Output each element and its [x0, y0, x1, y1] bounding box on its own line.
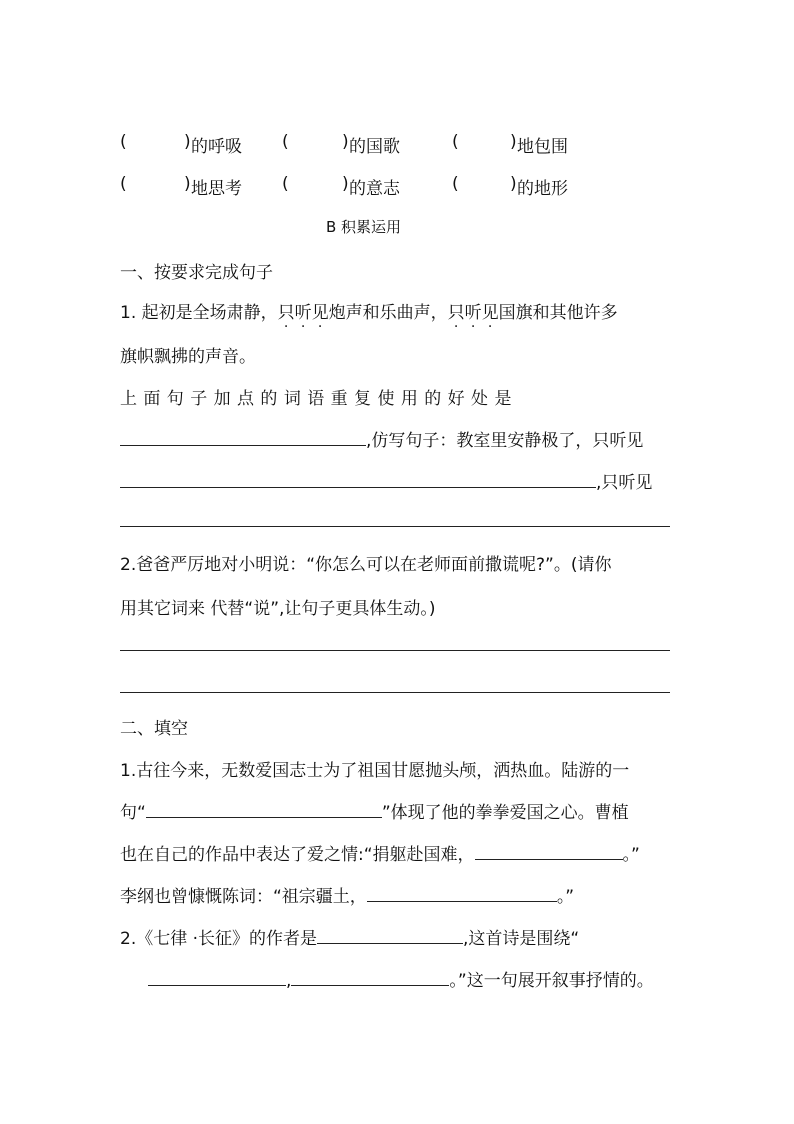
q1-line-6 — [120, 508, 670, 532]
q1-line-3: 上 面 句 子 加 点 的 词 语 重 复 使 用 的 好 处 是 — [120, 389, 512, 409]
part1-heading: 一、按要求完成句子 — [120, 263, 273, 283]
q1-text-a: 1. 起初是全场肃静， — [120, 303, 278, 323]
q1-line-1 — [120, 298, 618, 323]
p2-q1-line-3 — [120, 840, 640, 865]
answer-blank[interactable] — [367, 883, 557, 902]
paren-text: 的地形 — [517, 179, 568, 199]
paren-open: ( — [282, 132, 289, 152]
part2-heading: 二、填空 — [120, 719, 188, 739]
q1-line5-text: ,只听见 — [596, 473, 653, 493]
q1-line4-text: ,仿写句子：教室里安静极了，只听见 — [366, 431, 644, 451]
paren-close: ) — [184, 132, 191, 152]
p2-q1-line4-prefix: 李纲也曾慷慨陈词：“祖宗疆土， — [120, 887, 367, 907]
answer-blank[interactable] — [120, 632, 670, 651]
paren-text: 地包围 — [517, 137, 568, 157]
p2-q2-line-2 — [148, 966, 654, 991]
paren-text: 的意志 — [349, 179, 400, 199]
p2-q2-line1-prefix: 2.《七律 ·长征》的作者是 — [120, 929, 318, 949]
paren-text: 的国歌 — [349, 137, 400, 157]
q1-text-c: 国旗和其他许多 — [498, 303, 618, 323]
paren-text: 的呼吸 — [191, 137, 242, 157]
p2-q1-line2-prefix: 句“ — [120, 803, 146, 823]
p2-q1-line-4 — [120, 882, 574, 907]
answer-blank[interactable] — [475, 841, 623, 860]
answer-blank[interactable] — [291, 967, 449, 986]
answer-blank[interactable] — [120, 508, 670, 527]
paren-open: ( — [452, 132, 459, 152]
p2-q1-line-2 — [120, 798, 629, 823]
q2-answer-line-2 — [120, 674, 670, 698]
q1-line-4 — [120, 426, 643, 451]
answer-blank[interactable] — [120, 427, 366, 446]
paren-close: ) — [184, 174, 191, 194]
paren-open: ( — [120, 174, 127, 194]
q2-line-1: 2.爸爸严厉地对小明说：“你怎么可以在老师面前撒谎呢?”。(请你 — [120, 555, 612, 575]
q1-line-2: 旗帜飘拂的声音。 — [120, 347, 256, 367]
p2-q1-line-1: 1.古往今来，无数爱国志士为了祖国甘愿抛头颅，洒热血。陆游的一 — [120, 761, 630, 781]
paren-close: ) — [342, 174, 349, 194]
p2-q1-line3-prefix: 也在自己的作品中表达了爱之情:“捐躯赴国难， — [120, 845, 475, 865]
answer-blank[interactable] — [317, 925, 463, 944]
dotted-word: 只听见 — [447, 303, 499, 323]
p2-q1-line4-suffix: 。” — [556, 887, 575, 907]
p2-q1-line3-suffix: 。” — [622, 845, 640, 865]
paren-open: ( — [120, 132, 127, 152]
paren-close: ) — [342, 132, 349, 152]
p2-q1-line2-suffix: ”体现了他的拳拳爱国之心。曹植 — [381, 803, 629, 823]
p2-q2-line1-suffix: ,这首诗是围绕“ — [463, 929, 580, 949]
p2-q2-line-1 — [120, 924, 579, 949]
section-title: B 积累运用 — [326, 218, 402, 236]
q2-line-2: 用其它词来 代替“说”,让句子更具体生动。) — [120, 599, 436, 619]
q2-answer-line-1 — [120, 632, 670, 656]
paren-close: ) — [510, 174, 517, 194]
paren-open: ( — [452, 174, 459, 194]
answer-blank[interactable] — [120, 469, 596, 488]
q1-line-5 — [120, 468, 652, 493]
p2-q2-line2-suffix: 。”这一句展开叙事抒情的。 — [449, 971, 654, 991]
answer-blank[interactable] — [146, 799, 382, 818]
paren-open: ( — [282, 174, 289, 194]
answer-blank[interactable] — [120, 674, 670, 693]
paren-text: 地思考 — [191, 179, 242, 199]
p2-q2-line2-mid: , — [286, 971, 292, 991]
paren-close: ) — [510, 132, 517, 152]
dotted-word: 只听见 — [277, 303, 329, 323]
answer-blank[interactable] — [148, 967, 286, 986]
q1-text-b: 炮声和乐曲声， — [328, 303, 448, 323]
